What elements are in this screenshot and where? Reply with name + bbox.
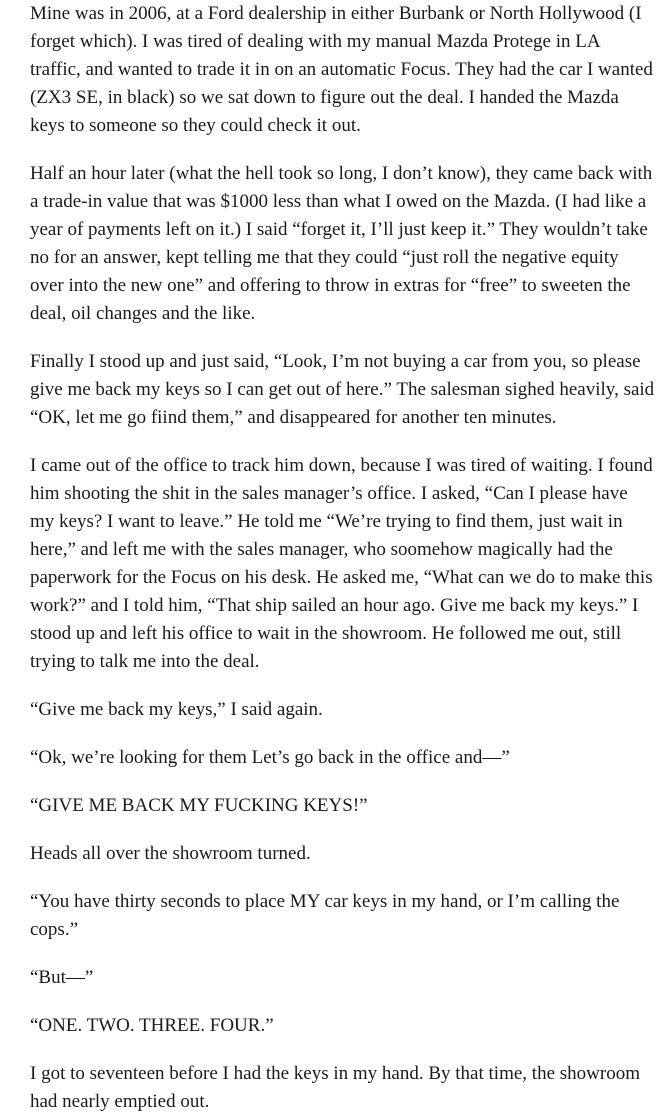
paragraph: “Give me back my keys,” I said again. — [30, 699, 323, 720]
paragraph: Mine was in 2006, at a Ford dealership in either Burbank or North Hollywood (I forget which). I was tired of dealing with my manual Mazda Protege in LA traffic, and wanted to trade it in on an automatic Focus. They had the car I wanted (ZX3 SE, in black) so we sat down to figure out the deal. I handed the Mazda keys to someone so they could check it out. — [30, 3, 653, 136]
paragraph: I got to seventeen before I had the keys in my hand. By that time, the showroom had nearly emptied out. — [30, 1063, 640, 1112]
paragraph: “But—” — [30, 967, 94, 988]
paragraph: “Ok, we’re looking for them Let’s go back in the office and—” — [30, 747, 510, 768]
paragraph: Heads all over the showroom turned. — [30, 843, 311, 864]
paragraph: I came out of the office to track him down, because I was tired of waiting. I found him shooting the shit in the sales manager’s office. I asked, “Can I please have my keys? I want to leave.” He told me “We’re trying to find them, just wait in here,” and left me with the sales manager, who soomehow magically had the paperwork for the Focus on his desk. He asked me, “What can we do to make this work?” and I told him, “That ship sailed an hour ago. Give me back my keys.” I stood up and left his office to wait in the showroom. He followed me out, still trying to talk me into the deal. — [30, 455, 653, 672]
paragraph: “ONE. TWO. THREE. FOUR.” — [30, 1015, 274, 1036]
paragraph: “You have thirty seconds to place MY car keys in my hand, or I’m calling the cops.” — [30, 891, 620, 940]
paragraph: Finally I stood up and just said, “Look, I’m not buying a car from you, so please give me back my keys so I can get out of here.” The salesman sighed heavily, said “OK, let me go fiind them,” and disappeared for another ten minutes. — [30, 351, 655, 428]
paragraph: “GIVE ME BACK MY FUCKING KEYS!” — [30, 795, 368, 816]
paragraph: Half an hour later (what the hell took so long, I don’t know), they came back with a trade-in value that was $1000 less than what I owed on the Mazda. (I had like a year of payments left on it.) I said “forget it, I’ll just keep it.” They wouldn’t take no for an answer, kept telling me that they could “just roll the negative equity over into the new one” and offering to throw in extras for “free” to sweeten the deal, oil changes and the like. — [30, 163, 653, 324]
